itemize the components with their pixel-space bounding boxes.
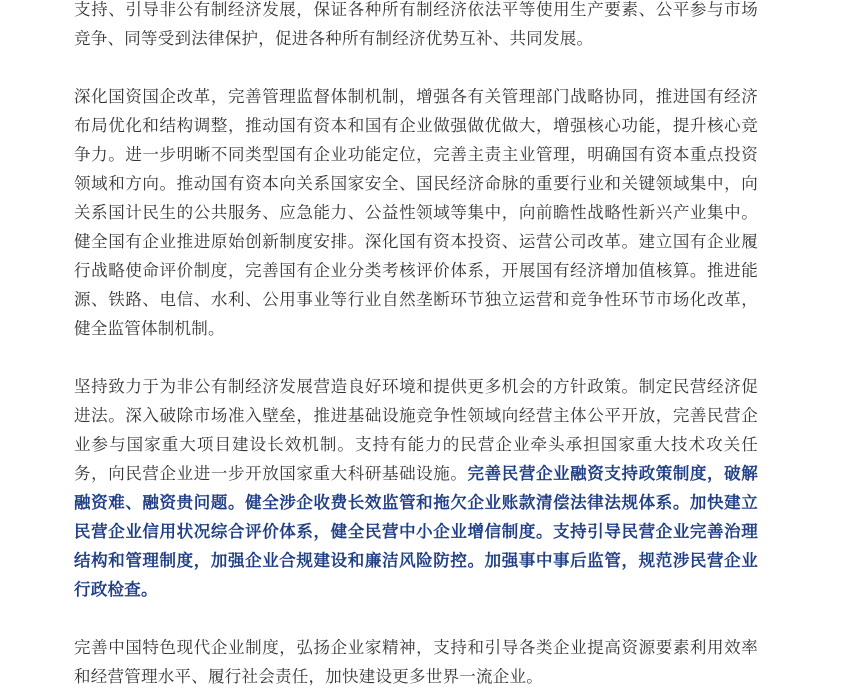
paragraph-private-economy-policy [74,372,758,604]
paragraph-modern-enterprise-system: 完善中国特色现代企业制度，弘扬企业家精神，支持和引导各类企业提高资源要素利用效率和经营管理水平、履行社会责任，加快建设更多世界一流企业。 [74,638,758,686]
highlighted-financing-text: 完善民营企业融资支持政策制度，破解融资难、融资贵问题。健全涉企收费长效监管和拖欠企业账款清偿法律法规体系。加快建立民营企业信用状况综合评价体系，健全民营中小企业增信制度。支持引导民营企业完善治理结构和管理制度，加强企业合规建设和廉洁风险防控。加强事中事后监管，规范涉民营企业行政检查。 [74,464,759,599]
article-body [74,0,758,691]
paragraph-state-enterprise-reform: 深化国资国企改革，完善管理监督体制机制，增强各有关管理部门战略协同，推进国有经济布局优化和结构调整，推动国有资本和国有企业做强做优做大，增强核心功能，提升核心竞争力。进一步明晰不同类型国有企业功能定位，完善主责主业管理，明确国有资本重点投资领域和方向。推动国有资本向关系国家安全、国民经济命脉的重要行业和关键领域集中，向关系国计民生的公共服务、应急能力、公益性领域等集中，向前瞻性战略性新兴产业集中。健全国有企业推进原始创新制度安排。深化国有资本投资、运营公司改革。建立国有企业履行战略使命评价制度，完善国有企业分类考核评价体系，开展国有经济增加值核算。推进能源、铁路、电信、水利、公用事业等行业自然垄断环节独立运营和竞争性环节市场化改革，健全监管体制机制。 [74,87,758,338]
paragraph-private-economy-support: 支持、引导非公有制经济发展，保证各种所有制经济依法平等使用生产要素、公平参与市场竞争、同等受到法律保护，促进各种所有制经济优势互补、共同发展。 [74,0,758,48]
paragraph-private-economy-policy-text: 坚持致力于为非公有制经济发展营造良好环境和提供更多机会的方针政策。制定民营经济促进法。深入破除市场准入壁垒，推进基础设施竞争性领域向经营主体公平开放，完善民营企业参与国家重大项目建设长效机制。支持有能力的民营企业牵头承担国家重大技术攻关任务，向民营企业进一步开放国家重大科研基础设施。 [74,377,758,483]
